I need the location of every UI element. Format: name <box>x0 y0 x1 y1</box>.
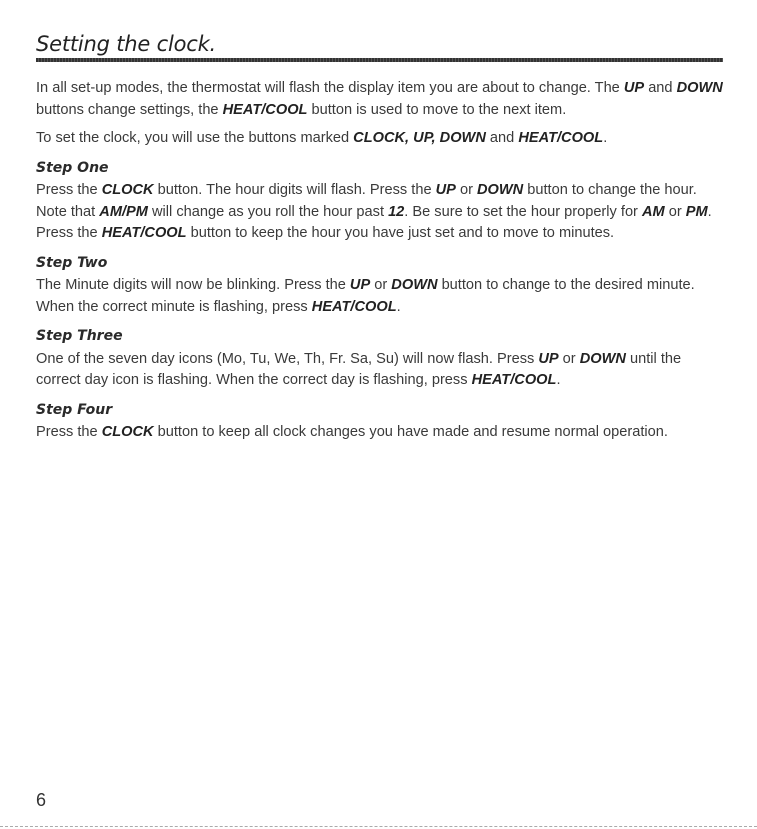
intro-paragraph: To set the clock, you will use the buttons marked CLOCK, UP, DOWN and HEAT/COOL. <box>36 130 608 146</box>
step-three-heading: Step Three <box>36 328 123 344</box>
keyword: DOWN <box>391 277 438 293</box>
keyword: 12 <box>388 203 405 220</box>
keyword: AM/PM <box>99 203 148 220</box>
keyword: HEAT/COOL <box>101 225 187 241</box>
keyword: UP <box>538 350 559 367</box>
step-one-body: Press the CLOCK button. The hour digits will flash. Press the UP or DOWN button to change the hour. Note that AM/PM will change as you roll the hour past 12. Be sure to set the hour properly for AM or PM. Press the HEAT/COOL button to keep the hour you have just set and to move to minutes. <box>36 182 712 241</box>
keyword: CLOCK, UP, DOWN <box>353 130 486 146</box>
step-two-heading: Step Two <box>36 254 108 271</box>
intro-paragraph: In all set-up modes, the thermostat will flash the display item you are about to change. The UP and DOWN buttons change settings, the HEAT/COOL button is used to move to the next item. <box>36 80 723 118</box>
keyword: UP <box>435 182 456 198</box>
step-three-body: One of the seven day icons (Mo, Tu, We, Th, Fr. Sa, Su) will now flash. Press UP or DOWN until the correct day icon is flashing. When the correct day is flashing, press HEAT/COOL. <box>36 350 682 388</box>
keyword: HEAT/COOL <box>222 101 308 118</box>
keyword: DOWN <box>676 80 723 96</box>
keyword: AM <box>641 203 665 220</box>
step-four-heading: Step Four <box>36 401 113 418</box>
keyword: CLOCK <box>101 182 154 198</box>
step-one-heading: Step One <box>36 159 109 176</box>
keyword: CLOCK <box>101 424 154 440</box>
bottom-edge <box>0 826 757 827</box>
keyword: DOWN <box>579 350 626 367</box>
keyword: PM <box>685 203 708 220</box>
step-two-body: The Minute digits will now be blinking. Press the UP or DOWN button to change to the desired minute. When the correct minute is flashing, press HEAT/COOL. <box>36 277 695 315</box>
keyword: HEAT/COOL <box>311 298 397 315</box>
page-content <box>36 78 726 451</box>
step-four-body: Press the CLOCK button to keep all clock changes you have made and resume normal operation. <box>36 424 668 440</box>
keyword: HEAT/COOL <box>518 130 604 146</box>
page-number: 6 <box>36 790 47 810</box>
title-rule <box>36 58 723 62</box>
page-title: Setting the clock. <box>36 32 217 56</box>
keyword: UP <box>623 80 645 96</box>
keyword: UP <box>349 277 371 293</box>
keyword: DOWN <box>477 182 524 198</box>
keyword: HEAT/COOL <box>471 372 557 388</box>
